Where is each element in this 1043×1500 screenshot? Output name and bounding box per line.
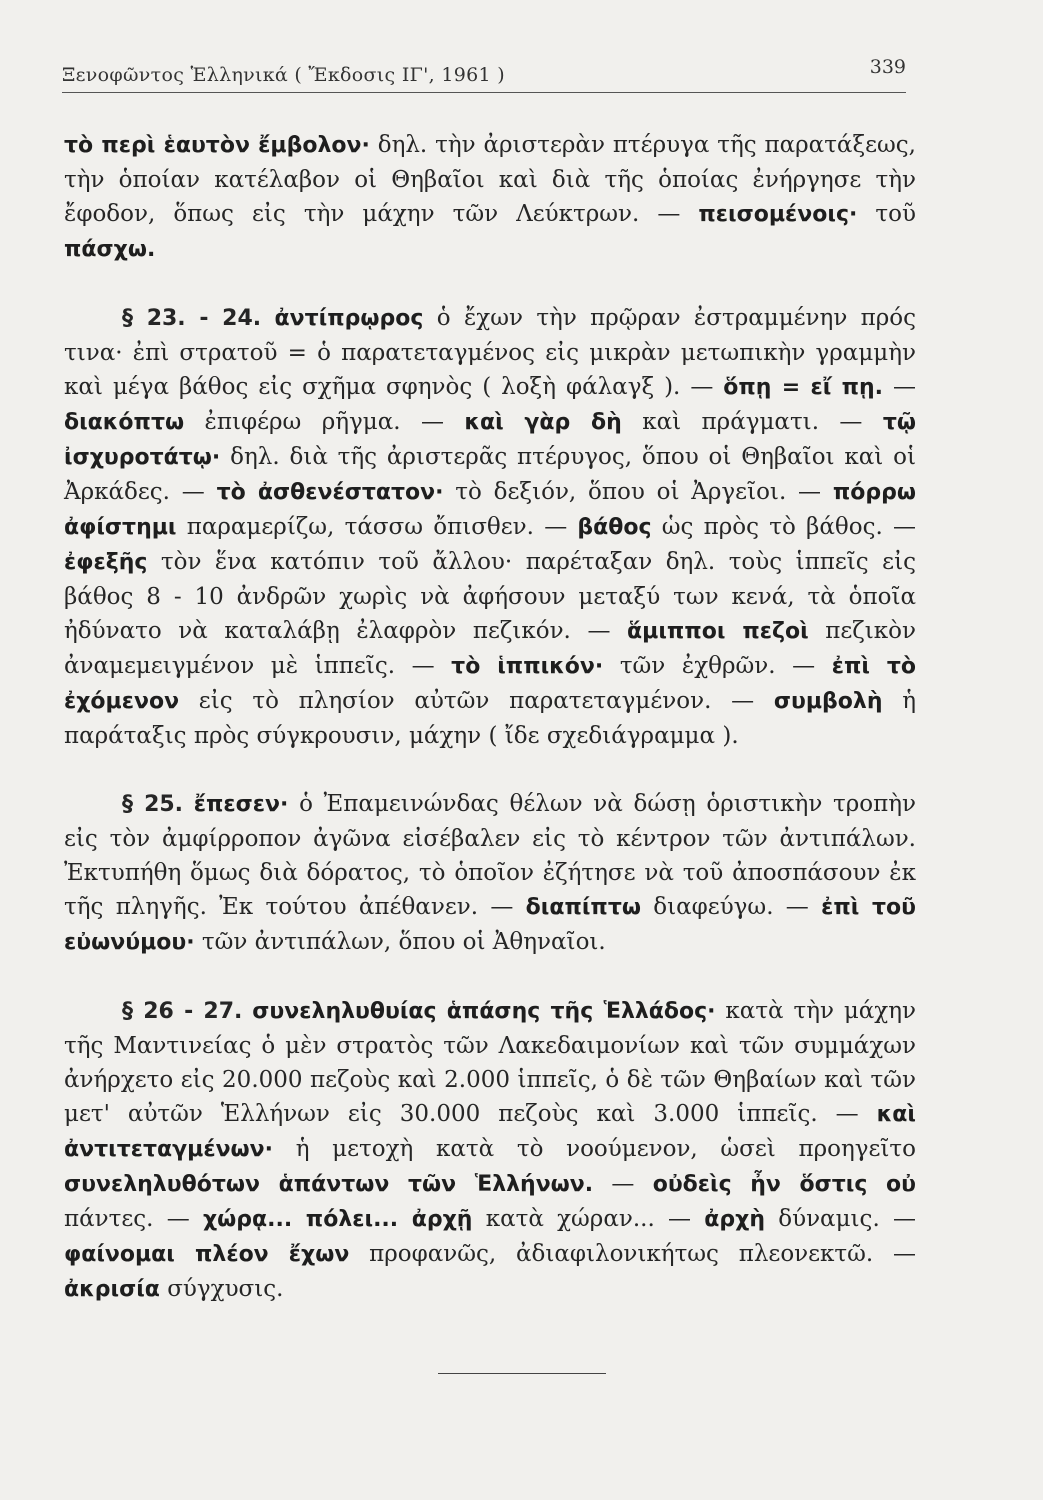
gloss-text: δηλ. τὴν ἀριστερὰν πτέρυγα τῆς παρατάξεως, τὴν ὁποίαν κατέλαβον οἱ Θηβαῖοι καὶ διὰ τῆς ὁποίας ἐνήργησε τὴν ἔφοδον, ὅπως εἰς τὴν μάχην τῶν Λεύκτρων. — (64, 132, 916, 227)
section-number: § 25. (122, 792, 184, 817)
gloss-text: τὸν ἕνα κατόπιν τοῦ ἄλλου· παρέταξαν δηλ. τοὺς ἱππεῖς εἰς βάθος 8 - 10 ἀνδρῶν χωρὶς νὰ ἀφήσουν μεταξύ των κενά, τὰ ὁποῖα ἠδύνατο νὰ καταλάβῃ ἐλαφρὸν πεζικόν. — (64, 549, 916, 644)
gloss-text: — (883, 374, 917, 400)
lemma-term: καὶ γὰρ δὴ (464, 410, 622, 435)
gloss-text: προφανῶς, ἀδιαφιλονικήτως πλεονεκτῶ. — (349, 1241, 917, 1267)
gloss-text: ὡς πρὸς τὸ βάθος. — (651, 514, 916, 540)
gloss-text: τῶν ἀντιπάλων, ὅπου οἱ Ἀθηναῖοι. (194, 929, 606, 955)
lemma-term: ἀντίπρῳρος (274, 306, 424, 331)
lemma-term: συνεληλυθυίας ἁπάσης τῆς Ἑλλάδος· (252, 999, 716, 1024)
lemma-term: συμβολὴ (773, 689, 883, 714)
gloss-text: κατὰ χώραν... — (472, 1206, 705, 1232)
lemma-term: ἀκρισία (64, 1277, 160, 1302)
gloss-text: σύγχυσις. (159, 1276, 284, 1302)
lemma-term: πεισομένοις· (698, 202, 858, 227)
lemma-term: ἐπὶ τὸ ἐχόμενον (64, 654, 916, 714)
gloss-text: ἡ μετοχὴ κατὰ τὸ νοούμενον, ὡσεὶ προηγεῖτο (273, 1136, 916, 1162)
commentary-paragraph (64, 994, 916, 1307)
lemma-term: τὸ ἱππικόν· (451, 654, 604, 679)
lemma-term: ἀρχὴ (704, 1207, 765, 1232)
page-number: 339 (869, 56, 906, 78)
lemma-term: πόρρω ἀφίστημι (64, 480, 916, 540)
lemma-term: καὶ ἀντιτεταγμένων· (64, 1102, 916, 1162)
gloss-text: τὸ δεξιόν, ὅπου οἱ Ἀργεῖοι. — (443, 479, 833, 505)
commentary-paragraph (64, 301, 916, 753)
gloss-text: — (593, 1171, 653, 1197)
section-number: § 26 - 27. (122, 999, 243, 1024)
lemma-term: ὅπῃ = εἴ πῃ. (723, 375, 884, 400)
gloss-text (183, 791, 194, 817)
gloss-text: παραμερίζω, τάσσω ὄπισθεν. — (176, 514, 578, 540)
section-number: § 23. - 24. (122, 306, 262, 331)
lemma-term: τὸ περὶ ἑαυτὸν ἔμβολον· (64, 133, 370, 158)
lemma-term: ἔπεσεν· (193, 792, 289, 817)
end-rule (438, 1373, 606, 1374)
lemma-term: φαίνομαι πλέον ἔχων (64, 1242, 350, 1267)
lemma-term: τὸ ἀσθενέστατον· (216, 480, 444, 505)
gloss-text: πάντες. — (64, 1206, 203, 1232)
gloss-text: καὶ πράγματι. — (621, 409, 883, 435)
gloss-text: ἡ παράταξις πρὸς σύγκρουσιν, μάχην ( ἴδε σχεδιάγραμμα ). (64, 688, 917, 749)
gloss-text: κατὰ τὴν μάχην τῆς Μαντινείας ὁ μὲν στρατὸς τῶν Λακεδαιμονίων καὶ τῶν συμμάχων ἀνήρχετο εἰς 20.000 πεζοὺς καὶ 2.000 ἱππεῖς, ὁ δὲ τῶν Θηβαίων καὶ τῶν μετ' αὐτῶν Ἑλλήνων εἰς 30.000 πεζοὺς καὶ 3.000 ἱππεῖς. — (64, 998, 917, 1127)
lemma-term: ἐφεξῆς (64, 550, 148, 575)
gloss-text: διαφεύγω. — (640, 894, 822, 920)
commentary-paragraph (64, 787, 916, 960)
lemma-term: χώρᾳ... πόλει... ἀρχῇ (202, 1207, 473, 1232)
gloss-text: τοῦ (857, 201, 916, 227)
lemma-term: ἐπὶ τοῦ εὐωνύμου· (64, 895, 916, 955)
gloss-text: ὁ Ἐπαμεινώνδας θέλων νὰ δώσῃ ὁριστικὴν τροπὴν εἰς τὸν ἀμφίρροπον ἀγῶνα εἰσέβαλεν εἰς τὸ κέντρον τῶν ἀντιπάλων. Ἐκτυπήθη ὅμως διὰ δόρατος, τὸ ὁποῖον ἐζήτησε νὰ τοῦ ἀποσπάσουν ἐκ τῆς πληγῆς. Ἐκ τούτου ἀπέθανεν. — (64, 791, 916, 920)
gloss-text: δηλ. διὰ τῆς ἀριστερᾶς πτέρυγος, ὅπου οἱ Θηβαῖοι καὶ οἱ Ἀρκάδες. — (64, 444, 916, 505)
gloss-text: πεζικὸν ἀναμεμειγμένον μὲ ἱππεῖς. — (64, 618, 916, 679)
lemma-term: οὐδεὶς ἦν ὅστις οὐ (652, 1172, 917, 1197)
gloss-text: εἰς τὸ πλησίον αὐτῶν παρατεταγμένον. — (179, 688, 774, 714)
gloss-text: ὁ ἔχων τὴν πρῷραν ἐστραμμένην πρός τινα· ἐπὶ στρατοῦ = ὁ παρατεταγμένος εἰς μικρὰν μετωπικὴν γραμμὴν καὶ μέγα βάθος εἰς σχῆμα σφηνὸς ( λοξὴ φάλαγξ ). — (64, 305, 917, 400)
lemma-term: συνεληλυθότων ἁπάντων τῶν Ἑλλήνων. (64, 1172, 594, 1197)
gloss-text: ἐπιφέρω ρῆγμα. — (184, 409, 465, 435)
lemma-term: ἅμιπποι πεζοὶ (627, 619, 809, 644)
lemma-term: πάσχω. (64, 237, 156, 262)
commentary-body (64, 128, 916, 1307)
header-title: Ξενοφῶντος Ἑλληνικά ( Ἔκδοσις ΙΓ', 1961 ) (62, 64, 505, 86)
gloss-text: τῶν ἐχθρῶν. — (603, 653, 832, 679)
gloss-text (242, 998, 252, 1024)
lemma-term: διακόπτω (64, 410, 185, 435)
running-header (62, 56, 906, 93)
lemma-term: διαπίπτω (525, 895, 641, 920)
lemma-term: βάθος (577, 515, 652, 540)
gloss-text: δύναμις. — (765, 1206, 916, 1232)
commentary-paragraph (64, 128, 916, 267)
lemma-term: τῷ ἰσχυροτάτῳ· (64, 410, 916, 470)
gloss-text (261, 305, 274, 331)
